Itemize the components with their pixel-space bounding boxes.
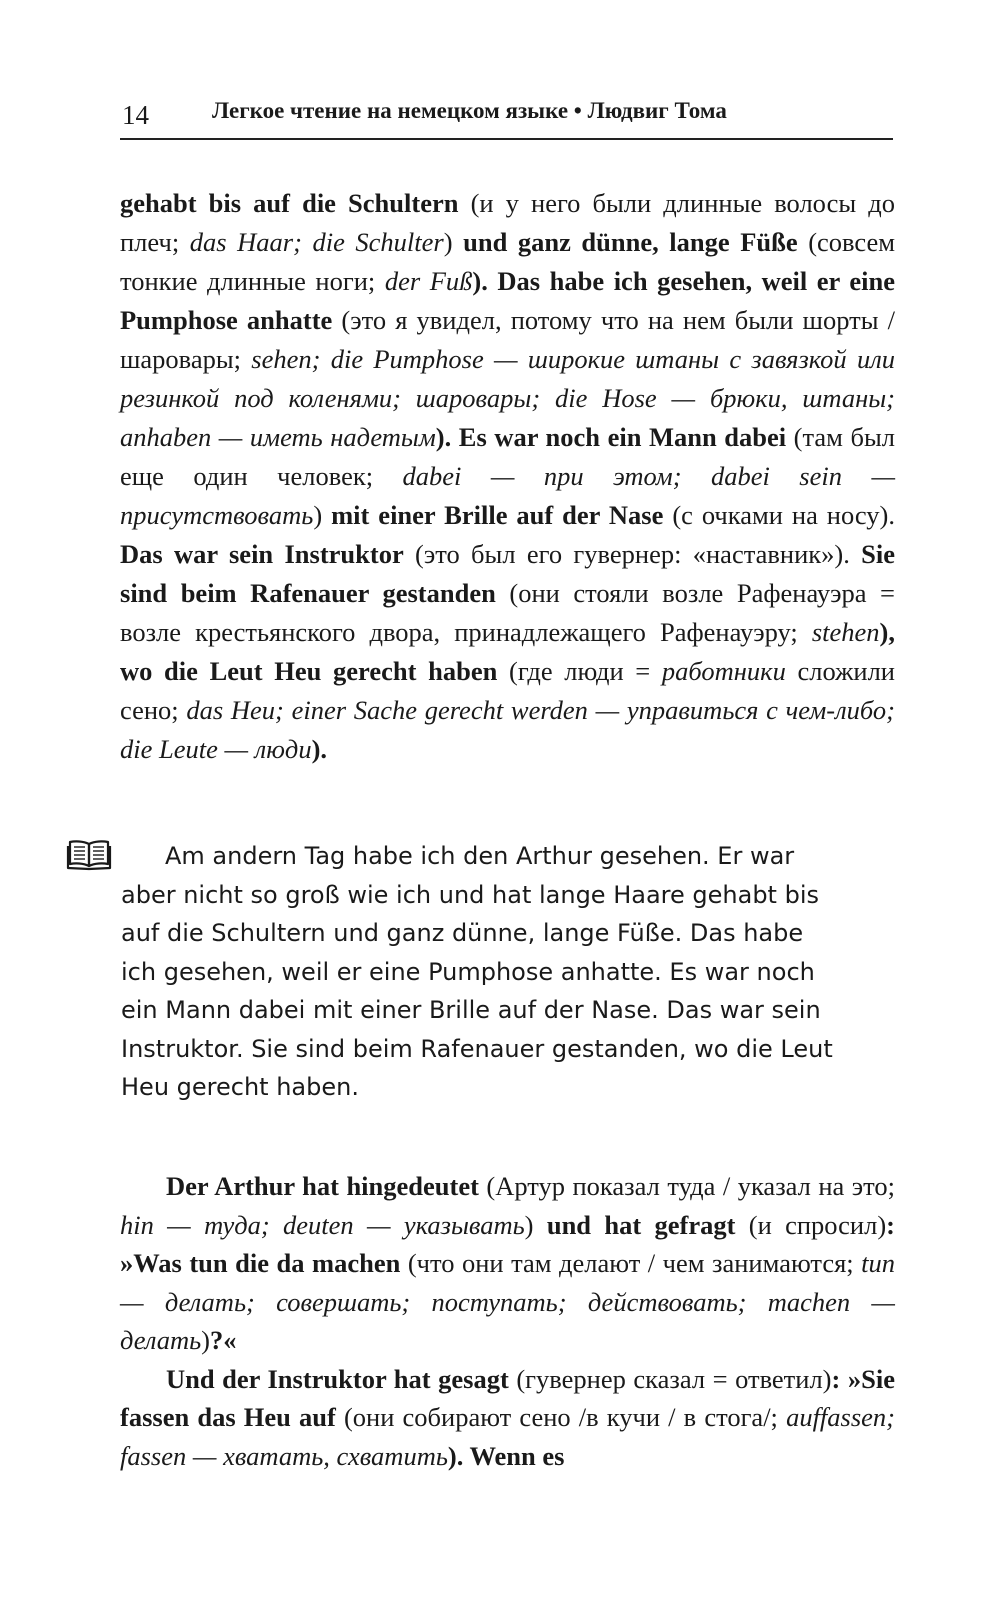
punctuation: ). [311, 734, 328, 764]
translation: (гувернер сказал = ответил) [508, 1363, 832, 1394]
punctuation: ) [201, 1325, 210, 1355]
german-phrase: Das habe ich gesehen, weil er eine Pumphose anhatte [120, 266, 896, 335]
punctuation: ), [879, 617, 895, 647]
german-phrase: Wenn es [469, 1440, 565, 1471]
reading-line: aber nicht so groß wie ich und hat lange Haare gehabt bis [121, 880, 819, 909]
german-phrase: Es war noch ein Mann dabei [458, 422, 787, 452]
german-phrase: Das war sein Instruktor [120, 539, 404, 569]
reading-line: Heu gerecht haben. [121, 1073, 359, 1101]
punctuation: ?« [209, 1325, 237, 1355]
reading-line: ein Mann dabei mit einer Brille auf der Nase. Das war sein [121, 996, 821, 1024]
gloss: der Fuß [384, 266, 473, 296]
page-header [120, 96, 893, 140]
gloss: das Heu; einer Sache gerecht werden — управиться с чем-либо; die Leute — люди [120, 695, 895, 764]
gloss: auffassen; fassen — хватать, схватить [120, 1402, 895, 1471]
german-phrase: und hat gefragt [546, 1209, 736, 1240]
gloss: dabei — при этом; dabei sein — присутствовать [120, 461, 896, 530]
german-phrase: und ganz dünne, lange Füße [463, 227, 798, 257]
gloss: работники [661, 656, 786, 686]
punctuation: ) [443, 227, 464, 257]
open-book-icon [66, 838, 112, 877]
gloss: stehen [811, 617, 880, 647]
glossed-paragraph [120, 1167, 895, 1360]
punctuation: ). [472, 266, 498, 296]
translation: (что они там делают / чем занимаются; [400, 1248, 862, 1278]
gloss: hin — туда; deuten — указывать [120, 1209, 525, 1240]
german-phrase: wo die Leut Heu gerecht haben [120, 656, 498, 686]
translation: (с очками на носу). [663, 500, 895, 530]
german-phrase: : »Sie fassen das Heu auf [120, 1363, 895, 1432]
reading-line: ich gesehen, weil er eine Pumphose anhatte. Es war noch [121, 957, 815, 986]
translation: (это я увидел, потому что на нем были шорты / шаровары; [120, 305, 895, 374]
glossed-text-block [120, 184, 895, 769]
punctuation: ). [447, 1440, 470, 1471]
translation: (совсем тонкие длинные ноги; [120, 227, 896, 296]
german-phrase: Der Arthur hat hingedeutet [166, 1171, 479, 1201]
reading-line: Instruktor. Sie sind beim Rafenauer gestanden, wo die Leut [121, 1034, 833, 1063]
german-phrase: Und der Instruktor hat gesagt [166, 1363, 509, 1394]
glossed-paragraph [120, 184, 895, 769]
translation: (Артур показал туда / указал на это; [478, 1171, 895, 1201]
punctuation: ) [313, 500, 332, 530]
translation: (они стояли возле Рафенауэра = возле крестьянского двора, принадлежащего Рафенауэру; [120, 578, 896, 647]
translation: (это был его гувернер: «наставник»). [403, 539, 862, 569]
translation: (и спросил) [735, 1209, 887, 1240]
gloss: sehen; die Pumphose — широкие штаны с завязкой или резинкой под коленями; шаровары; die Hose — брюки, штаны; anhaben — иметь надетым [120, 344, 895, 452]
reading-passage-text [121, 837, 894, 1107]
gloss: das Haar; die Schulter [189, 227, 444, 257]
translation: (где люди = [497, 656, 662, 686]
reading-line: Am andern Tag habe ich den Arthur gesehen. Er war [165, 842, 795, 870]
page-number: 14 [122, 100, 149, 130]
translation: (они собирают сено /в кучи / в стога/; [335, 1402, 787, 1432]
running-title: Легкое чтение на немецком языке • Людвиг Тома [212, 98, 727, 123]
glossed-paragraph [120, 1360, 895, 1476]
glossed-text-block [120, 1167, 895, 1475]
reading-line: auf die Schultern und ganz dünne, lange Füße. Das habe [121, 919, 804, 947]
german-phrase: gehabt bis auf die Schultern [120, 188, 459, 218]
punctuation: ). [435, 422, 459, 452]
german-phrase: Sie sind beim Rafenauer gestanden [120, 539, 896, 608]
translation: сложили сено; [120, 656, 895, 725]
german-phrase: mit einer Brille auf der Nase [331, 500, 664, 530]
punctuation: ) [524, 1209, 547, 1240]
gloss: tun — делать; совершать; поступать; действовать; machen — делать [120, 1248, 896, 1355]
translation: (там был еще один человек; [120, 422, 895, 491]
german-phrase: : »Was tun die da machen [120, 1209, 895, 1278]
translation: (и у него были длинные волосы до плеч; [120, 188, 895, 257]
